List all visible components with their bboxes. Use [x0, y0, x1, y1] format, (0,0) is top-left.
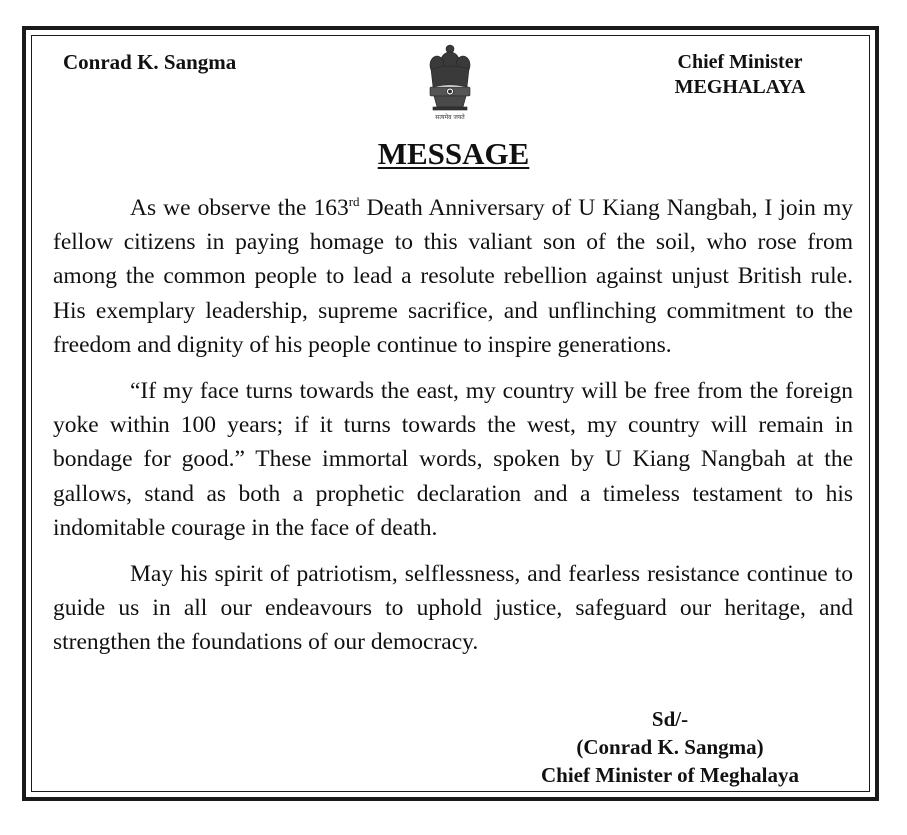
paragraph-2: “If my face turns towards the east, my country will be free from the foreign yoke within 100 years; if it turns towards the west, my country will remain in bondage for good.” These immortal words, spoken by U Kiang Nangbah at the gallows, stand as both a prophetic declaration and a timeless testament to his indomitable courage in the face of death. — [53, 378, 853, 541]
page-title: MESSAGE — [377, 136, 530, 171]
paragraph-1 — [53, 191, 853, 362]
paragraph-3: May his spirit of patriotism, selflessness, and fearless resistance continue to guide us in all our endeavours to uphold justice, safeguard our heritage, and strengthen the foundations of our democracy. — [53, 561, 853, 656]
emblem-motto: सत्यमेव जयते — [435, 114, 465, 121]
message-body — [53, 191, 853, 672]
header-designation: Chief Minister — [677, 51, 803, 73]
signature-designation: Chief Minister of Meghalaya — [541, 763, 799, 787]
signature-sd: Sd/- — [651, 707, 689, 731]
signature-name: (Conrad K. Sangma) — [576, 735, 764, 759]
signature-block — [505, 705, 835, 789]
header-designation-block — [640, 50, 840, 100]
state-emblem-icon — [421, 43, 479, 125]
ordinal-suffix: rd — [348, 194, 360, 210]
header-name: Conrad K. Sangma — [63, 50, 237, 74]
paragraph-1-rest: Death Anniversary of U Kiang Nangbah, I join my fellow citizens in paying homage to this valiant son of the soil, who rose from among the common people to lead a resolute rebellion against unjust British rule. His exemplary leadership, supreme sacrifice, and unflinching commitment to the freedom and dignity of his people continue to inspire generations. — [53, 195, 853, 358]
paragraph-1-start: As we observe the 163 — [130, 195, 349, 221]
header-state: MEGHALAYA — [674, 76, 806, 98]
